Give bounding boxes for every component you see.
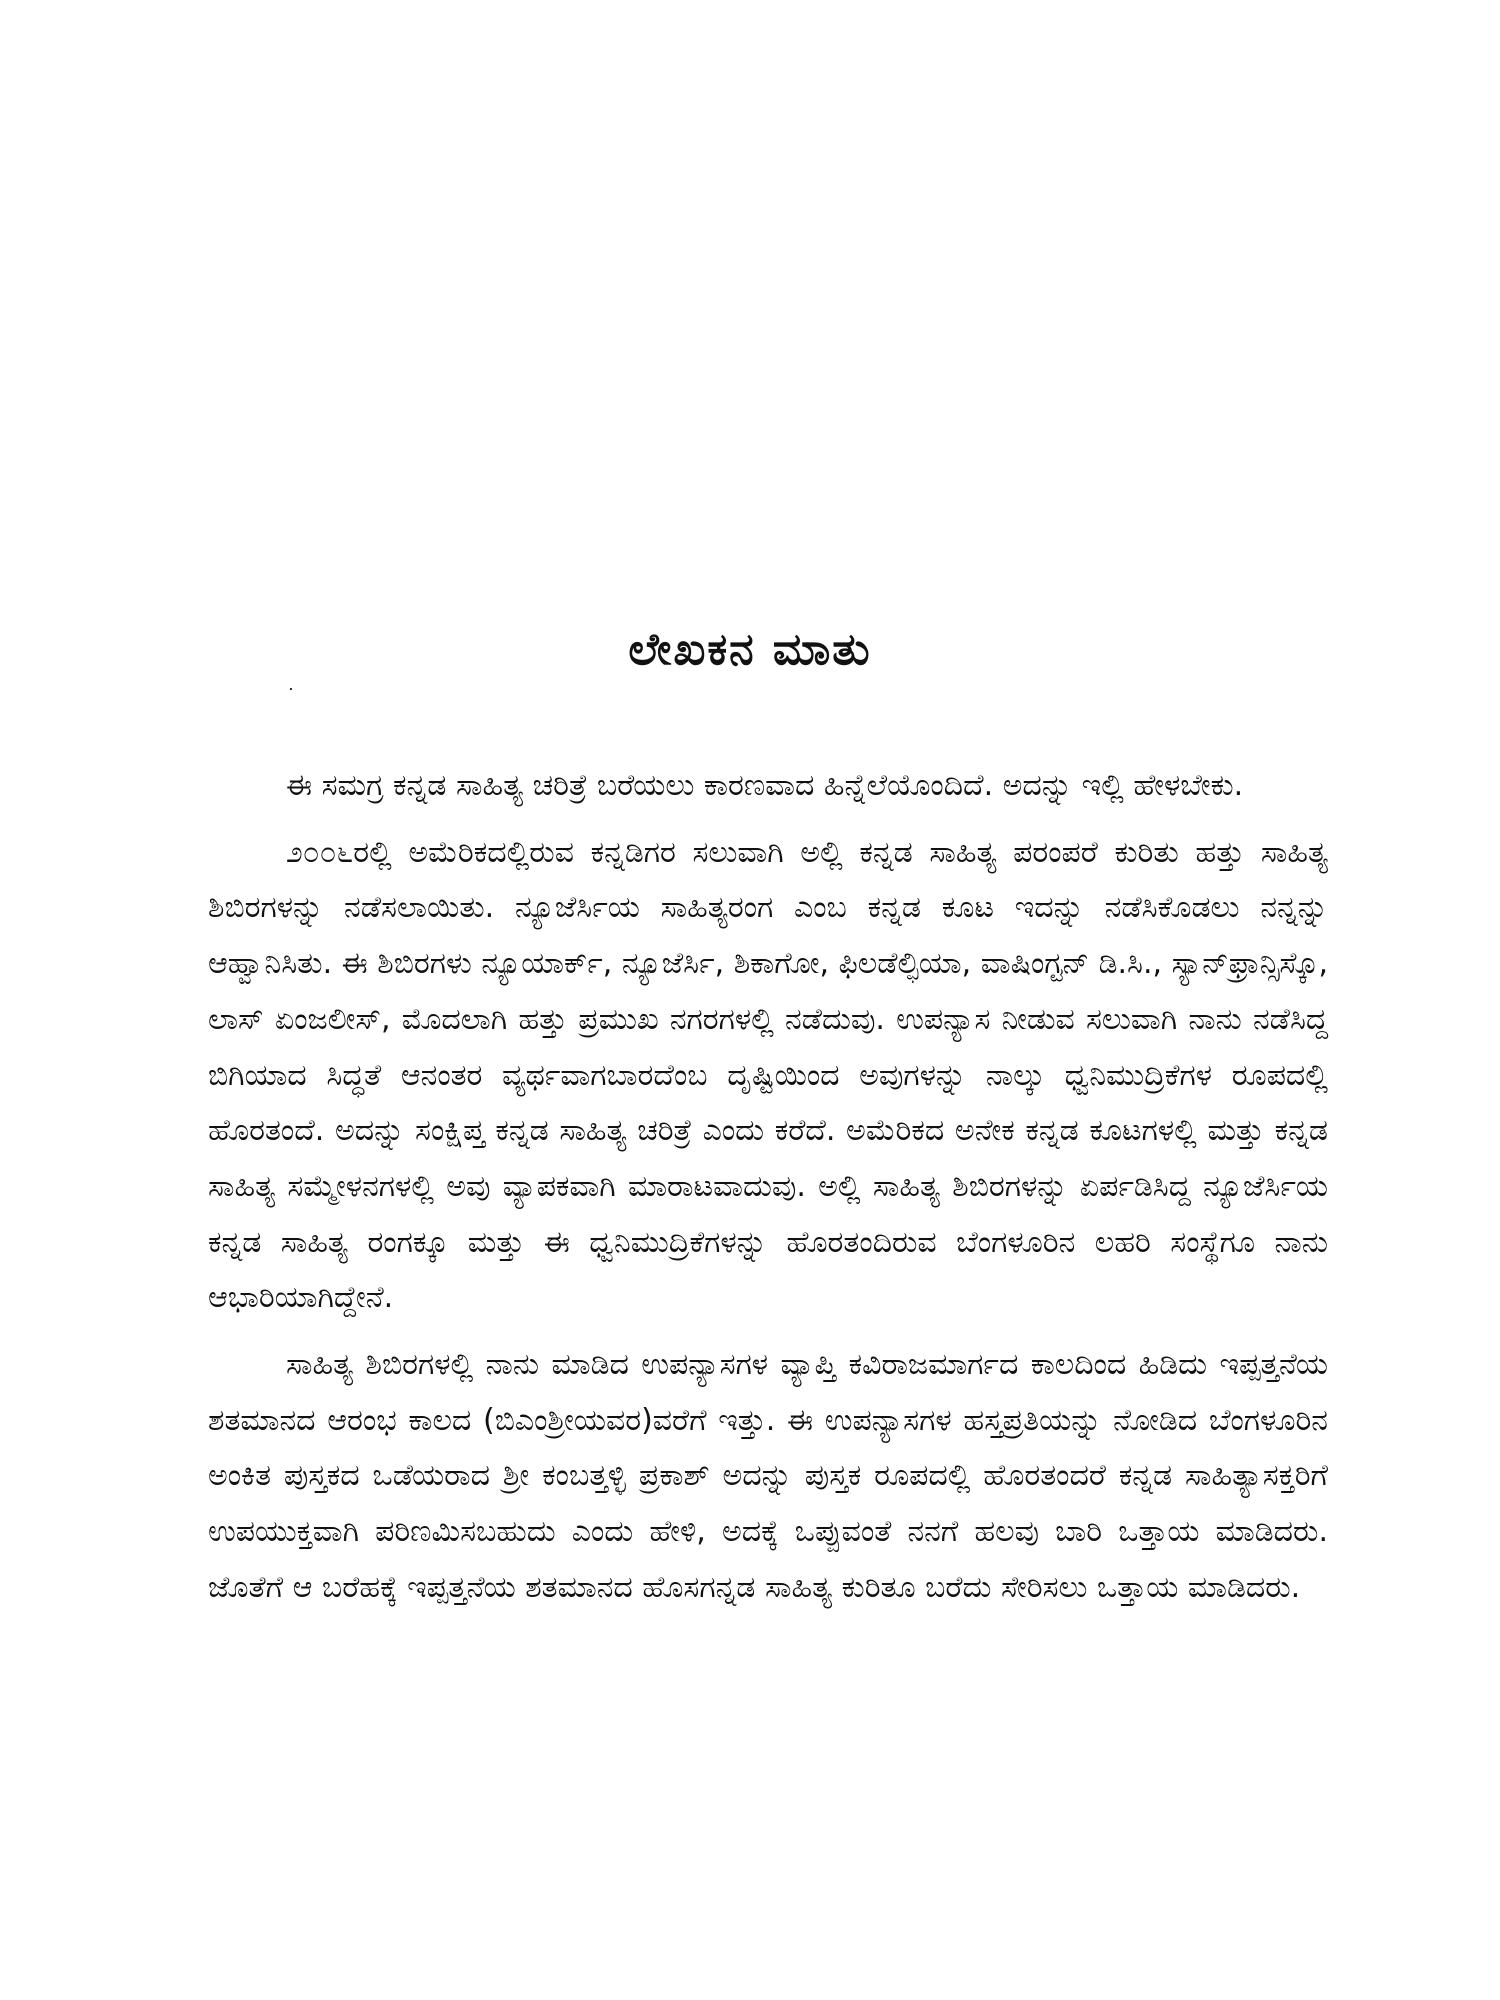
paragraph-1: ಈ ಸಮಗ್ರ ಕನ್ನಡ ಸಾಹಿತ್ಯ ಚರಿತ್ರೆ ಬರೆಯಲು ಕಾರಣವಾದ ಹಿನ್ನೆಲೆಯೊಂದಿದೆ. ಅದನ್ನು ಇಲ್ಲಿ ಹೇಳಬೇಕು. — [286, 768, 1244, 803]
ink-speck — [290, 688, 292, 690]
paragraph-2: ೨೦೦೬ರಲ್ಲಿ ಅಮೆರಿಕದಲ್ಲಿರುವ ಕನ್ನಡಿಗರ ಸಲುವಾಗಿ ಅಲ್ಲಿ ಕನ್ನಡ ಸಾಹಿತ್ಯ ಪರಂಪರೆ ಕುರಿತು ಹತ್ತು ಸಾಹಿತ್ಯ ಶಿಬಿರಗಳನ್ನು ನಡೆಸಲಾಯಿತು. ನ್ಯೂಜೆರ್ಸಿಯ ಸಾಹಿತ್ಯರಂಗ ಎಂಬ ಕನ್ನಡ ಕೂಟ ಇದನ್ನು ನಡೆಸಿಕೊಡಲು ನನ್ನನ್ನು ಆಹ್ವಾನಿಸಿತು. ಈ ಶಿಬಿರಗಳು ನ್ಯೂಯಾರ್ಕ್, ನ್ಯೂಜೆರ್ಸಿ, ಶಿಕಾಗೋ, ಫಿಲಡೆಲ್ಫಿಯಾ, ವಾಷಿಂಗ್ಟನ್ ಡಿ.ಸಿ., ಸ್ಯಾನ್‌ಫ್ರಾನ್ಸಿಸ್ಕೊ, ಲಾಸ್ ಏಂಜಲೀಸ್, ಮೊದಲಾಗಿ ಹತ್ತು ಪ್ರಮುಖ ನಗರಗಳಲ್ಲಿ ನಡೆದುವು. ಉಪನ್ಯಾಸ ನೀಡುವ ಸಲುವಾಗಿ ನಾನು ನಡೆಸಿದ್ದ ಬಿಗಿಯಾದ ಸಿದ್ಧತೆ ಆನಂತರ ವ್ಯರ್ಥವಾಗಬಾರದೆಂಬ ದೃಷ್ಟಿಯಿಂದ ಅವುಗಳನ್ನು ನಾಲ್ಕು ಧ್ವನಿಮುದ್ರಿಕೆಗಳ ರೂಪದಲ್ಲಿ ಹೊರತಂದೆ. ಅದನ್ನು ಸಂಕ್ಷಿಪ್ತ ಕನ್ನಡ ಸಾಹಿತ್ಯ ಚರಿತ್ರೆ ಎಂದು ಕರೆದೆ. ಅಮೆರಿಕದ ಅನೇಕ ಕನ್ನಡ ಕೂಟಗಳಲ್ಲಿ ಮತ್ತು ಕನ್ನಡ ಸಾಹಿತ್ಯ ಸಮ್ಮೇಳನಗಳಲ್ಲಿ ಅವು ವ್ಯಾಪಕವಾಗಿ ಮಾರಾಟವಾದುವು. ಅಲ್ಲಿ ಸಾಹಿತ್ಯ ಶಿಬಿರಗಳನ್ನು ಏರ್ಪಡಿಸಿದ್ದ ನ್ಯೂಜೆರ್ಸಿಯ ಕನ್ನಡ ಸಾಹಿತ್ಯ ರಂಗಕ್ಕೂ ಮತ್ತು ಈ ಧ್ವನಿಮುದ್ರಿಕೆಗಳನ್ನು ಹೊರತಂದಿರುವ ಬೆಂಗಳೂರಿನ ಲಹರಿ ಸಂಸ್ಥೆಗೂ ನಾನು ಆಭಾರಿಯಾಗಿದ್ದೇನೆ. — [208, 834, 1328, 1316]
body-text — [208, 758, 1328, 1627]
page-title: ಲೇಖಕನ ಮಾತು — [628, 624, 872, 675]
paragraph-3: ಸಾಹಿತ್ಯ ಶಿಬಿರಗಳಲ್ಲಿ ನಾನು ಮಾಡಿದ ಉಪನ್ಯಾಸಗಳ ವ್ಯಾಪ್ತಿ ಕವಿರಾಜಮಾರ್ಗದ ಕಾಲದಿಂದ ಹಿಡಿದು ಇಪ್ಪತ್ತನೆಯ ಶತಮಾನದ ಆರಂಭ ಕಾಲದ (ಬಿಎಂಶ್ರೀಯವರ)ವರೆಗೆ ಇತ್ತು. ಈ ಉಪನ್ಯಾಸಗಳ ಹಸ್ತಪ್ರತಿಯನ್ನು ನೋಡಿದ ಬೆಂಗಳೂರಿನ ಅಂಕಿತ ಪುಸ್ತಕದ ಒಡೆಯರಾದ ಶ್ರೀ ಕಂಬತ್ತಳ್ಳಿ ಪ್ರಕಾಶ್ ಅದನ್ನು ಪುಸ್ತಕ ರೂಪದಲ್ಲಿ ಹೊರತಂದರೆ ಕನ್ನಡ ಸಾಹಿತ್ಯಾಸಕ್ತರಿಗೆ ಉಪಯುಕ್ತವಾಗಿ ಪರಿಣಮಿಸಬಹುದು ಎಂದು ಹೇಳಿ, ಅದಕ್ಕೆ ಒಪ್ಪುವಂತೆ ನನಗೆ ಹಲವು ಬಾರಿ ಒತ್ತಾಯ ಮಾಡಿದರು. ಜೊತೆಗೆ ಆ ಬರೆಹಕ್ಕೆ ಇಪ್ಪತ್ತನೆಯ ಶತಮಾನದ ಹೊಸಗನ್ನಡ ಸಾಹಿತ್ಯ ಕುರಿತೂ ಬರೆದು ಸೇರಿಸಲು ಒತ್ತಾಯ ಮಾಡಿದರು. — [208, 1347, 1328, 1605]
